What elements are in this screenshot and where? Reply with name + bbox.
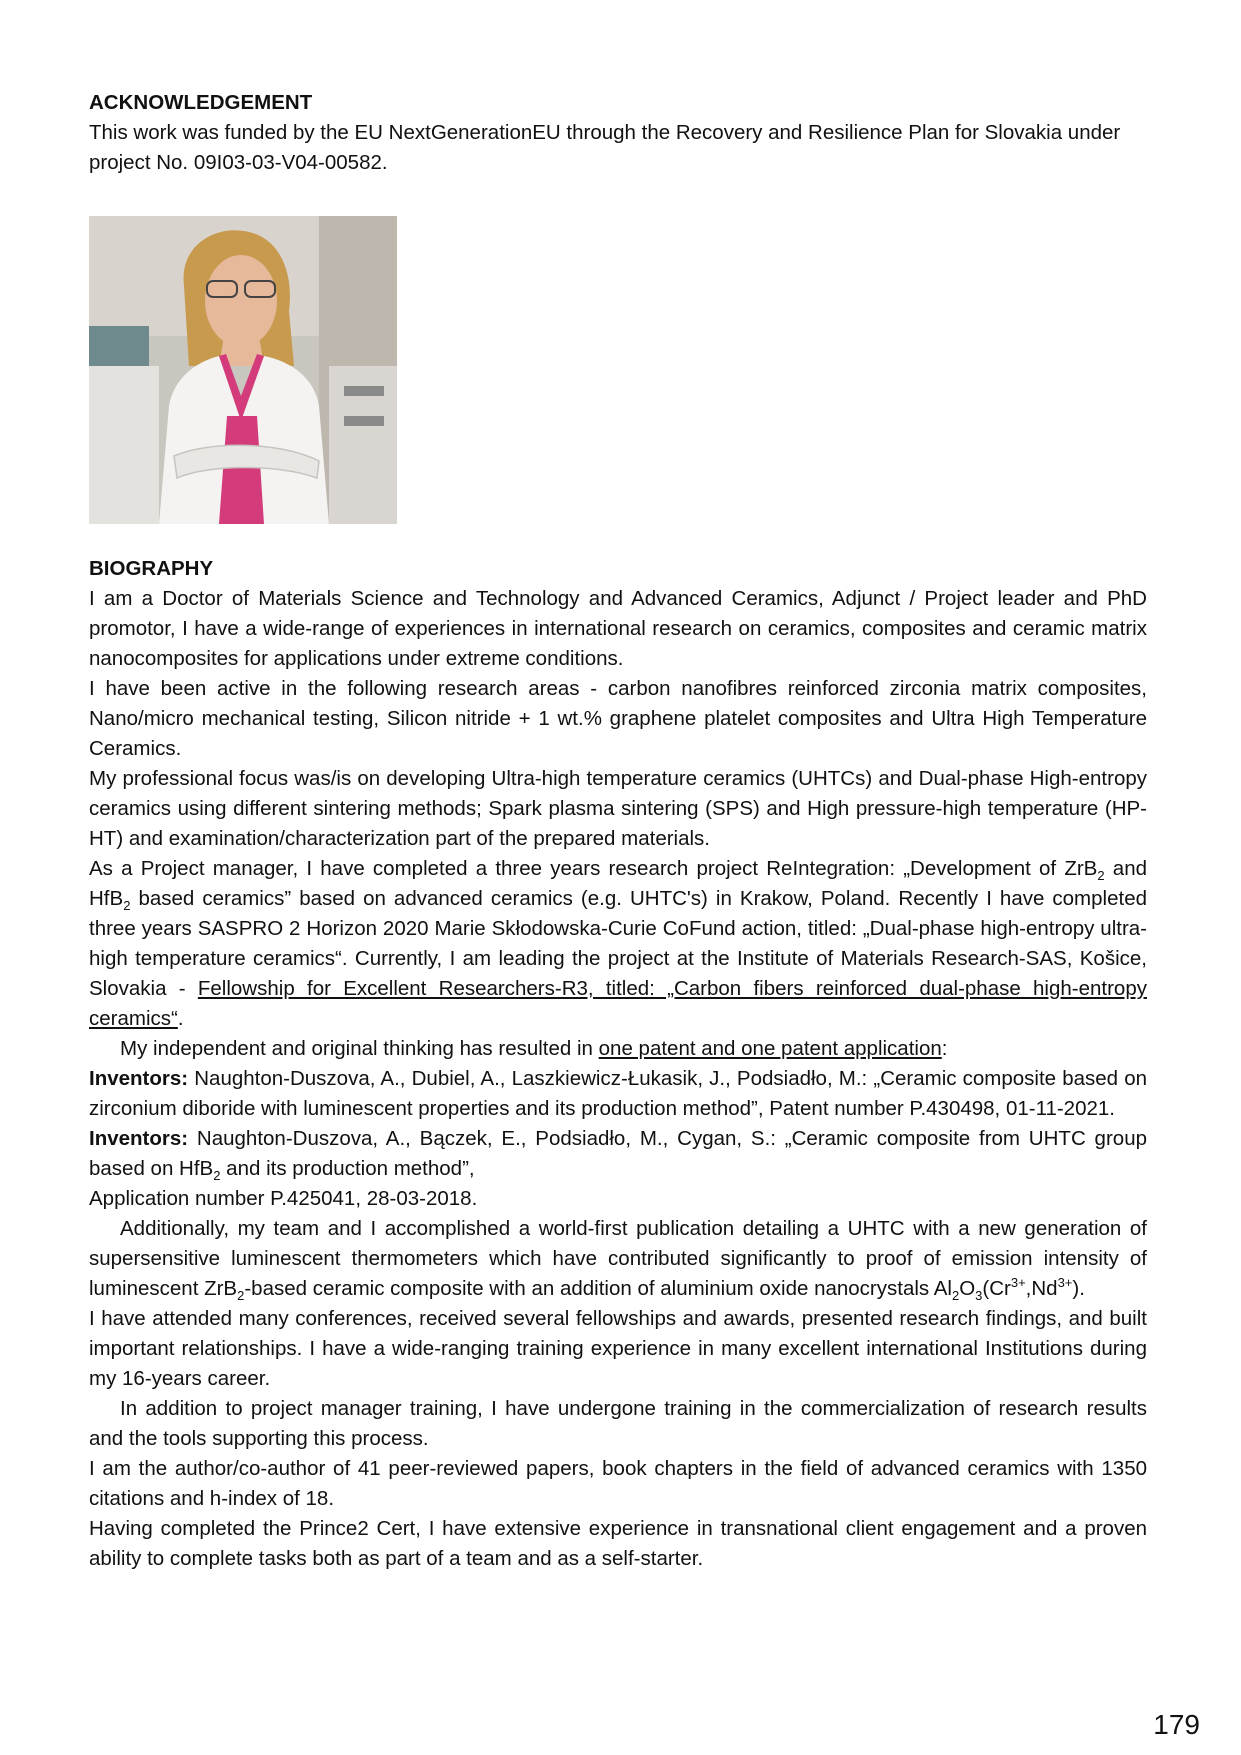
biography-heading: BIOGRAPHY [89, 557, 214, 580]
biography-paragraph: As a Project manager, I have completed a three years research project ReIntegration: „Development of ZrB$_2$ and HfB$_2$ based ceramics” based on advanced ceramics (e.g. UHTC's) in Krakow, Poland. Recently I have completed three years SASPRO 2 Horizon 2020 Marie Skłodowska-Curie CoFund action, titled: „Dual-phase high-entropy ultra-high temperature ceramics“. Currently, I am leading the project at the Institute of Materials Research-SAS, Košice, Slovakia - Fellowship for Excellent Researchers-R3, titled: „Carbon fibers reinforced dual-phase high-entropy ceramics“. [89, 857, 1147, 1030]
patent-link: one patent and one patent application [598, 1037, 942, 1060]
biography-paragraph: My independent and original thinking has resulted in one patent and one patent application: [120, 1037, 948, 1060]
biography-paragraph: I have attended many conferences, received several fellowships and awards, presented research findings, and built important relationships. I have a wide-ranging training experience in many excellent international Institutions during my 16-years career. [89, 1307, 1147, 1390]
patent-entry: Inventors: Naughton-Duszova, A., Bączek, E., Podsiadło, M., Cygan, S.: „Ceramic composite from UHTC group based on HfB$_2$ and its production method”, [89, 1127, 1147, 1184]
author-photo [89, 216, 397, 524]
patent-entry: Inventors: Naughton-Duszova, A., Dubiel, A., Laszkiewicz-Łukasik, J., Podsiadło, M.: „Ceramic composite based on zirconium diboride with luminescent properties and its production method”, Patent number P.430498, 01-11-2021. [89, 1067, 1147, 1120]
inventors-label: Inventors: [89, 1067, 189, 1090]
page-number: 179 [1153, 1709, 1200, 1740]
biography-paragraph: I am a Doctor of Materials Science and Technology and Advanced Ceramics, Adjunct / Project leader and PhD promotor, I have a wide-range of experiences in international research on ceramics, composites and ceramic matrix nanocomposites for applications under extreme conditions. [89, 587, 1147, 670]
biography-paragraph: In addition to project manager training, I have undergone training in the commercialization of research results and the tools supporting this process. [89, 1397, 1147, 1450]
fellowship-link: Fellowship for Excellent Researchers-R3, titled: „Carbon fibers reinforced dual-phase high-entropy ceramics“ [89, 977, 1147, 1030]
application-number: Application number P.425041, 28-03-2018. [89, 1187, 478, 1210]
document-page [89, 88, 1147, 1574]
acknowledgement-text: This work was funded by the EU NextGenerationEU through the Recovery and Resilience Plan for Slovakia under project No. 09I03-03-V04-00582. [89, 121, 1121, 174]
biography-paragraph: I have been active in the following research areas - carbon nanofibres reinforced zirconia matrix composites, Nano/micro mechanical testing, Silicon nitride + 1 wt.% graphene platelet composites and Ultra High Temperature Ceramics. [89, 677, 1147, 760]
biography-paragraph: My professional focus was/is on developing Ultra-high temperature ceramics (UHTCs) and Dual-phase High-entropy ceramics using different sintering methods; Spark plasma sintering (SPS) and High pressure-high temperature (HP-HT) and examination/characterization part of the prepared materials. [89, 767, 1147, 850]
biography-paragraph: Additionally, my team and I accomplished a world-first publication detailing a UHTC with a new generation of supersensitive luminescent thermometers which have contributed significantly to proof of emission intensity of luminescent ZrB$_2$-based ceramic composite with an addition of aluminium oxide nanocrystals $Al_2O_3(Cr^{3+},Nd^{3+})$. [89, 1217, 1147, 1304]
biography-paragraph: Having completed the Prince2 Cert, I have extensive experience in transnational client engagement and a proven ability to complete tasks both as part of a team and as a self-starter. [89, 1517, 1147, 1570]
biography-paragraph: I am the author/co-author of 41 peer-reviewed papers, book chapters in the field of advanced ceramics with 1350 citations and h-index of 18. [89, 1457, 1147, 1510]
acknowledgement-heading: ACKNOWLEDGEMENT [89, 91, 313, 114]
inventors-label: Inventors: [89, 1127, 189, 1150]
